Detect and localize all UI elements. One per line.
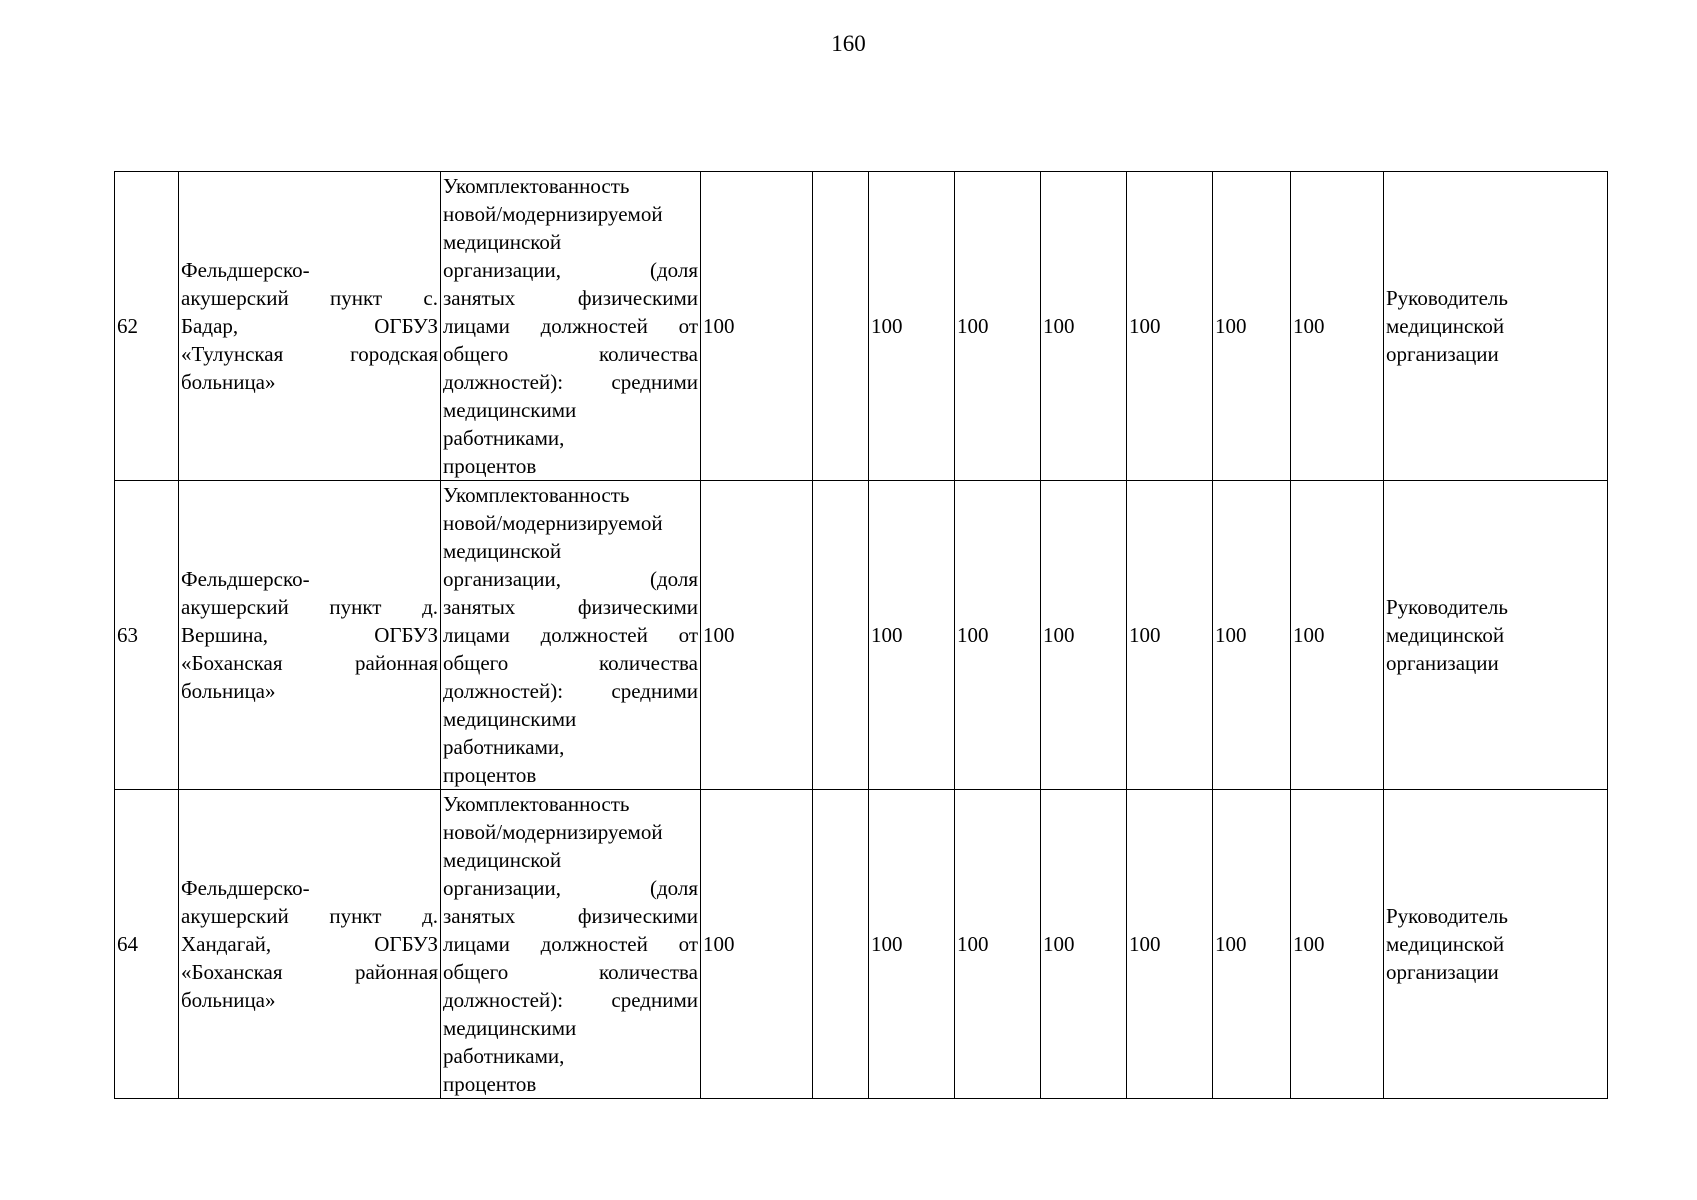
indicator-line: Укомплектованность [443,792,630,816]
organization-line: акушерский пункт с. [181,286,438,310]
indicator-line: медицинскими [443,1016,577,1040]
responsible-line: медицинской [1386,623,1505,647]
indicator-line: медицинской [443,848,562,872]
organization-line: «Боханская районная [181,651,438,675]
indicator-line: должностей): средними [443,988,698,1012]
organization-line: Хандагай, ОГБУЗ [181,932,438,956]
responsible-cell [1384,172,1608,481]
responsible-line: Руководитель [1386,904,1508,928]
value-cell-v4: 100 [955,172,1041,481]
responsible-line: организации [1386,342,1499,366]
measures-table [114,171,1608,1099]
indicator-line: занятых физическими [443,595,698,619]
indicator-line: медицинскими [443,707,577,731]
organization-line: больница» [181,988,276,1012]
value-cell-v4: 100 [955,481,1041,790]
value-cell-v1: 100 [701,172,813,481]
value-cell-v8: 100 [1291,172,1384,481]
indicator-line: организации, (доля [443,876,698,900]
organization-line: «Тулунская городская [181,342,438,366]
value-cell-v6: 100 [1127,481,1213,790]
value-cell-v2 [813,172,869,481]
value-cell-v5: 100 [1041,481,1127,790]
indicator-line: Укомплектованность [443,174,630,198]
indicator-line: процентов [443,454,537,478]
indicator-line: новой/модернизируемой [443,511,663,535]
indicator-line: процентов [443,763,537,787]
value-cell-v8: 100 [1291,790,1384,1099]
indicator-cell [441,172,701,481]
value-cell-v4: 100 [955,790,1041,1099]
table-row [115,481,1608,790]
responsible-line: Руководитель [1386,286,1508,310]
organization-line: Фельдшерско- [181,258,310,282]
responsible-line: организации [1386,651,1499,675]
responsible-line: организации [1386,960,1499,984]
value-cell-v3: 100 [869,481,955,790]
indicator-line: работниками, [443,1044,565,1068]
value-cell-v3: 100 [869,790,955,1099]
organization-line: «Боханская районная [181,960,438,984]
indicator-line: работниками, [443,426,565,450]
indicator-line: организации, (доля [443,258,698,282]
indicator-line: занятых физическими [443,286,698,310]
organization-line: акушерский пункт д. [181,595,438,619]
indicator-line: процентов [443,1072,537,1096]
indicator-line: лицами должностей от [443,932,698,956]
value-cell-v2 [813,790,869,1099]
indicator-line: должностей): средними [443,679,698,703]
page-number: 160 [831,31,866,56]
value-cell-v7: 100 [1213,172,1291,481]
indicator-cell [441,790,701,1099]
organization-line: больница» [181,370,276,394]
responsible-line: медицинской [1386,314,1505,338]
organization-line: Фельдшерско- [181,567,310,591]
indicator-line: общего количества [443,651,698,675]
indicator-line: Укомплектованность [443,483,630,507]
value-cell-v7: 100 [1213,481,1291,790]
indicator-line: общего количества [443,342,698,366]
value-cell-v5: 100 [1041,172,1127,481]
value-cell-v1: 100 [701,790,813,1099]
organization-line: Фельдшерско- [181,876,310,900]
table-row [115,172,1608,481]
indicator-line: медицинской [443,230,562,254]
row-number: 62 [115,172,179,481]
responsible-cell [1384,481,1608,790]
indicator-line: новой/модернизируемой [443,202,663,226]
value-cell-v6: 100 [1127,790,1213,1099]
row-number: 64 [115,790,179,1099]
indicator-cell [441,481,701,790]
organization-line: Вершина, ОГБУЗ [181,623,438,647]
row-number: 63 [115,481,179,790]
value-cell-v3: 100 [869,172,955,481]
responsible-line: медицинской [1386,932,1505,956]
indicator-line: лицами должностей от [443,314,698,338]
indicator-line: медицинскими [443,398,577,422]
organization-line: Бадар, ОГБУЗ [181,314,438,338]
value-cell-v7: 100 [1213,790,1291,1099]
indicator-line: должностей): средними [443,370,698,394]
indicator-line: работниками, [443,735,565,759]
indicator-line: медицинской [443,539,562,563]
value-cell-v2 [813,481,869,790]
indicator-line: общего количества [443,960,698,984]
indicator-line: лицами должностей от [443,623,698,647]
indicator-line: новой/модернизируемой [443,820,663,844]
organization-cell [179,481,441,790]
value-cell-v8: 100 [1291,481,1384,790]
indicator-line: организации, (доля [443,567,698,591]
organization-line: акушерский пункт д. [181,904,438,928]
table-row [115,790,1608,1099]
organization-line: больница» [181,679,276,703]
responsible-line: Руководитель [1386,595,1508,619]
value-cell-v1: 100 [701,481,813,790]
organization-cell [179,790,441,1099]
organization-cell [179,172,441,481]
indicator-line: занятых физическими [443,904,698,928]
value-cell-v6: 100 [1127,172,1213,481]
responsible-cell [1384,790,1608,1099]
value-cell-v5: 100 [1041,790,1127,1099]
